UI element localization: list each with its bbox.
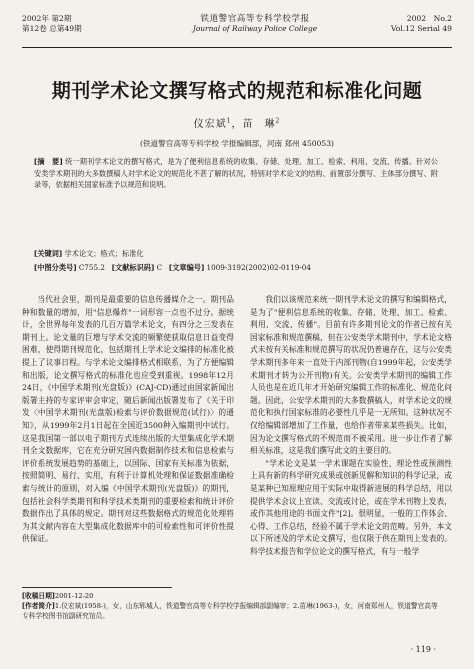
abstract-text: 统一期刊学术论文的撰写格式，是为了便利信息系统的收集、存储、处理、加工、检索、利用、交流、传播。针对公安类学术期刊的大多数撰稿人对学术论文的规范化不甚了解的状况，特别对学术论文的结构、前置部分撰写、主体部分撰写、附录等，依据相关国家标准予以规范和说明。 xyxy=(34,157,438,190)
issue-line-2: 第12卷 总第49期 xyxy=(22,24,82,33)
keywords xyxy=(34,248,438,259)
clc-value: C755.2 xyxy=(78,263,105,272)
body-paragraph: 当代社会里，期刊是最重要的信息传播媒介之一。期刊品种和数量的增加，用"信息爆炸"一词形容一点也不过分。据统计，全世界每年发表的几百万篇学术论文，有四分之三发表在期刊上。论文量的巨增与学术交流的频繁使获取信息日益变得困难，使得期刊规范化，包括期刊上学术论文编排的标准化被提上了议事日程。与学术论文编排格式相联系，为了方便编辑和出版，论文撰写格式的标准化也应受到重视。1998年12月24日，《中国学术期刊(光盘版)》(CAJ-CD)通过由国家新闻出版署主持的专家评审会审定，随后新闻出版署发布了《关于印发〈中国学术期刊(光盘版)检索与评价数据规范(试行)〉的通知》，从1999年2月1日起在全国近3500种入编期刊中试行。这是我国第一部以电子期刊方式连续出版的大型集成化学术期刊全文数据库，它在充分研究国内数据制作技术和信息检索与评价系统发展趋势的基础上，以国际、国家有关标准为依据，按照简明、易行、实用，有利于计算机处理和保证数据准确检索与统计的原则，对入编《中国学术期刊(光盘版)》的期刊，包括社会科学类期刊和科学技术类期刊的重要检索和统计评价数据作出了具体的规定。期刊对这些数据格式的规范化处理将为其文献内容在大型集成化数据库中的可检索性和可评价性提供保证。 xyxy=(22,295,234,544)
author-separator: ， xyxy=(231,119,243,130)
issue-info xyxy=(22,14,82,34)
received-label: [收稿日期] xyxy=(22,592,55,600)
keywords-label: [关键词] xyxy=(34,249,63,258)
article-title: 期刊学术论文撰写格式的规范和标准化问题 xyxy=(51,80,423,102)
footnote-rule xyxy=(22,587,172,588)
author-2-marker: 2 xyxy=(275,117,281,125)
abstract xyxy=(34,156,438,191)
body-column-left xyxy=(22,294,234,546)
author-line xyxy=(0,115,474,130)
received-value: 2001-12-20 xyxy=(54,592,94,600)
author-1: 仪宏斌 xyxy=(193,119,227,130)
article-id-label: [文章编号] xyxy=(168,263,205,272)
keywords-text: 学术论文；格式；标准化 xyxy=(64,249,144,258)
volume-line-1: 2002 No.2 xyxy=(406,14,452,23)
doc-code-value: C xyxy=(156,263,163,272)
journal-name-cn: 铁道警官高等专科学校学报 xyxy=(200,14,310,24)
footnote xyxy=(22,591,444,621)
abstract-label: [摘 要] xyxy=(34,157,63,166)
article-id-value: 1009-3192(2002)02-0119-04 xyxy=(206,263,311,272)
body-paragraph: 我们以该规范来统一期刊学术论文的撰写和编辑格式，是为了"便利信息系统的收集、存储、处理、加工、检索、利用、交流、传播"。目前有许多期刊论文的作者已按有关国家标准和规范撰稿，但在公安类学术期刊中，学术论文格式未按有关标准和规范撰写的状况仍普遍存在，这与公安类学术期刊多年来一直处于内部刊物(自1999年起，公安类学术期刊才转为公开刊物)有关。公安类学术期刊的编辑工作人员也是在近几年才开始研究编辑工作的标准化、规范化问题。因此，公安学术期刊的大多数撰稿人，对学术论文的规范化和执行国家标准的必要性几乎是一无所知。这种状况不仅给编辑部增加了工作量，也给作者带来某些损失。比如，因为论文撰写格式的不规范而不被采用。进一步让作者了解相关标准，这是我们撰写此文的主要目的。 xyxy=(250,295,452,456)
running-header xyxy=(22,12,452,48)
page-number: · 119 · xyxy=(410,645,436,654)
classification-line xyxy=(34,262,438,273)
volume-line-2: Vol.12 Serial 49 xyxy=(390,24,452,33)
author-bio-label: [作者简介] xyxy=(22,602,55,610)
author-bio-text: 1.仪宏斌(1958-)，女，山东郓城人，铁道警官高等专科学校学报编辑部副编审；2.苗琳(1963-)，女，河南郑州人，铁道警官高等专科学校图书馆副研究馆员。 xyxy=(22,602,438,620)
clc-label: [中图分类号] xyxy=(34,263,77,272)
doc-code-label: [文献标识码] xyxy=(111,263,155,272)
author-2: 苗 琳 xyxy=(242,119,276,130)
affiliation: (铁道警官高等专科学校 学报编辑部，河南 郑州 450053) xyxy=(139,139,335,148)
volume-info xyxy=(391,14,452,34)
received-date xyxy=(22,591,444,601)
issue-line-1: 2002年 第2期 xyxy=(22,14,72,23)
author-bio xyxy=(22,601,444,621)
body-column-right xyxy=(250,294,452,558)
journal-name xyxy=(150,14,360,34)
body-paragraph: "学术论文是某一学术课题在实验性、理论性或预测性上具有新的科学研究成果或创新见解和知识的科学记录，或是某种已知原理应用于实际中取得新进展的科学总结，用以提供学术会议上宣读、交流或讨论，或在学术刊物上发表，或作其他用途的书面文件"[2]。很明显，一般的工作体会、心得、工作总结，经验不属于学术论文的范畴。另外，本文以下所述及的学术论文撰写，也仅限于供在期刊上发表的。科学技术报告和学位论文的撰写格式，有与一般学 xyxy=(250,458,452,556)
journal-name-en: Journal of Railway Police College xyxy=(192,24,318,33)
author-1-marker: 1 xyxy=(226,117,232,125)
header-rule xyxy=(22,47,452,48)
